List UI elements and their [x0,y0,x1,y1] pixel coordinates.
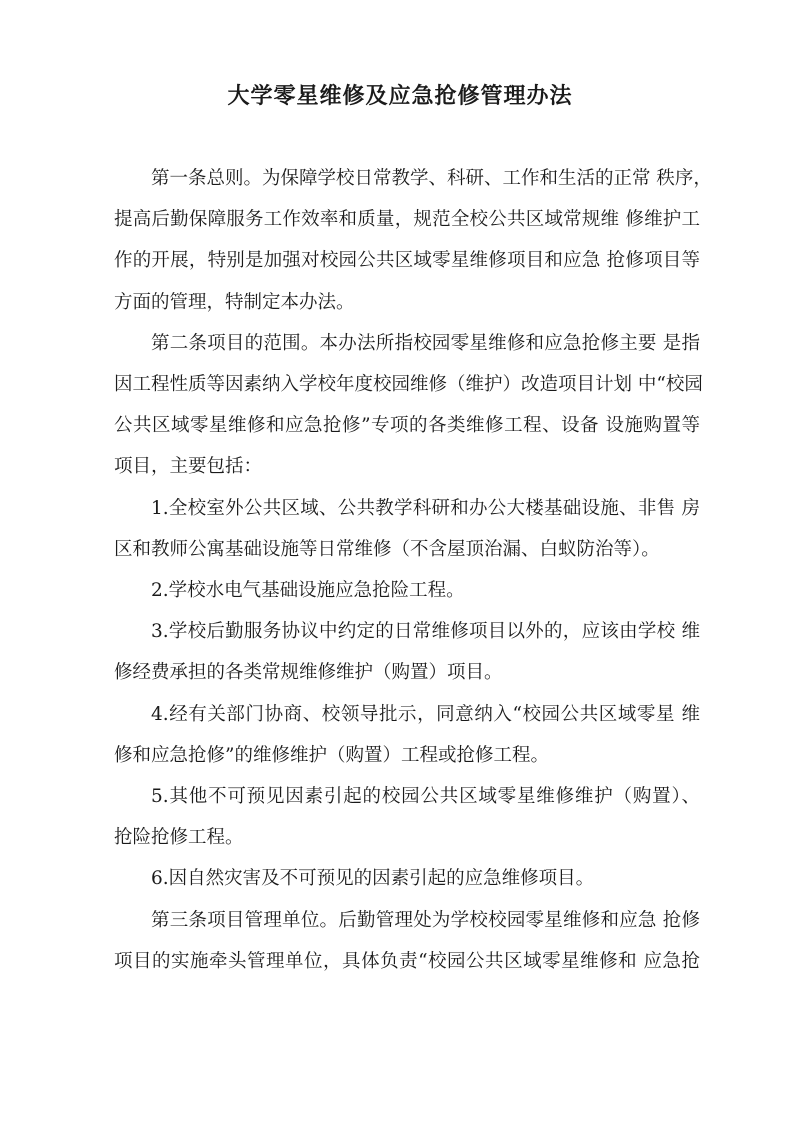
text-line: 1.全校室外公共区域、公共教学科研和办公大楼基础设施、非售 房 [151,497,700,519]
text-line: 5.其他不可预见因素引起的校园公共区域零星维修维护（购置）、 [151,786,700,808]
text-line: 3.学校后勤服务协议中约定的日常维修项目以外的，应该由学校 维 [151,621,700,643]
text-line: 修经费承担的各类常规维修维护（购置）项目。 [114,662,503,684]
paragraph-item-3 [114,611,700,693]
text-line: 项目的实施牵头管理单位，具体负责“校园公共区域零星维修和 应急抢 [114,950,700,972]
text-line: 区和教师公寓基础设施等日常维修（不含屋顶治漏、白蚁防治等）。 [114,538,660,560]
text-line: 第二条项目的范围。本办法所指校园零星维修和应急抢修主要 是指 [151,332,700,354]
text-line: 方面的管理，特制定本办法。 [114,291,355,313]
text-line: 2.学校水电气基础设施应急抢险工程。 [151,580,465,602]
text-line: 提高后勤保障服务工作效率和质量，规范全校公共区域常规维 修维护工 [114,209,700,231]
paragraph-article-2 [114,323,703,488]
paragraph-item-6 [114,858,700,899]
paragraph-article-1 [114,158,712,323]
text-line: 6.因自然灾害及不可预见的因素引起的应急维修项目。 [151,868,595,890]
text-line: 第三条项目管理单位。后勤管理处为学校校园零星维修和应急 抢修 [151,909,700,931]
paragraph-item-4 [114,694,700,776]
text-line: 抢险抢修工程。 [114,827,244,849]
paragraph-item-1 [114,488,700,570]
paragraph-item-5 [114,776,700,858]
paragraph-item-2 [114,570,700,611]
text-line: 项目，主要包括： [114,456,263,478]
text-line: 第一条总则。为保障学校日常教学、科研、工作和生活的正常 秩序， [151,168,712,189]
paragraph-article-3 [114,900,700,982]
text-line: 因工程性质等因素纳入学校年度校园维修（维护）改造项目计划 中“校园 [114,374,703,396]
text-line: 公共区域零星维修和应急抢修”专项的各类维修工程、设备 设施购置等 [114,415,700,437]
text-line: 4.经有关部门协商、校领导批示，同意纳入“校园公共区域零星 维 [151,703,700,725]
document-body [114,158,712,982]
text-line: 修和应急抢修”的维修维护（购置）工程或抢修工程。 [114,744,549,766]
text-line: 作的开展，特别是加强对校园公共区域零星维修项目和应急 抢修项目等 [114,250,700,272]
document-title: 大学零星维修及应急抢修管理办法 [227,83,573,109]
